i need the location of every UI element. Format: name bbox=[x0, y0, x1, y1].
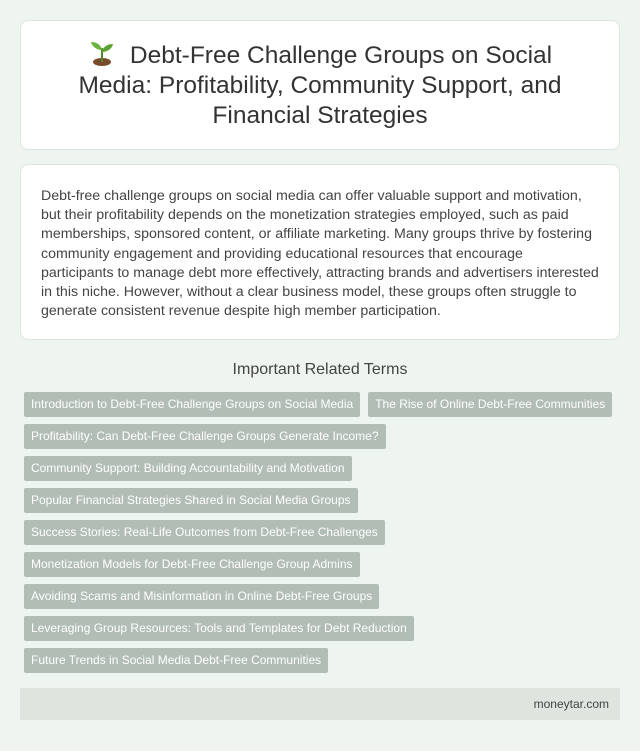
tag-row bbox=[24, 584, 624, 616]
related-term-tag[interactable]: Profitability: Can Debt-Free Challenge Groups Generate Income? bbox=[24, 424, 386, 449]
title-card bbox=[20, 20, 620, 150]
related-term-tag[interactable]: Success Stories: Real-Life Outcomes from Debt-Free Challenges bbox=[24, 520, 385, 545]
related-terms-heading: Important Related Terms bbox=[232, 361, 408, 378]
tag-row bbox=[24, 456, 624, 488]
summary-text: Debt-free challenge groups on social media can offer valuable support and motivation, but their profitability depends on the monetization strategies employed, such as paid memberships, sponsored content, or affiliate marketing. Many groups thrive by fostering community engagement and providing educational resources that encourage participants to manage debt more effectively, attracting brands and advertisers interested in this niche. However, without a clear business model, these groups often struggle to generate consistent revenue despite high member participation. bbox=[41, 188, 599, 320]
tag-row bbox=[24, 552, 624, 584]
tag-row bbox=[24, 488, 624, 520]
tag-row bbox=[24, 616, 624, 648]
sprout-icon bbox=[88, 40, 116, 66]
footer bbox=[20, 688, 620, 720]
related-terms-list bbox=[24, 392, 624, 680]
related-term-tag[interactable]: Monetization Models for Debt-Free Challenge Group Admins bbox=[24, 552, 360, 577]
tag-row bbox=[24, 424, 624, 456]
related-term-tag[interactable]: Leveraging Group Resources: Tools and Templates for Debt Reduction bbox=[24, 616, 414, 641]
related-term-tag[interactable]: Avoiding Scams and Misinformation in Online Debt-Free Groups bbox=[24, 584, 379, 609]
page-title bbox=[51, 40, 589, 131]
tag-row bbox=[24, 648, 624, 680]
related-term-tag[interactable]: Future Trends in Social Media Debt-Free Communities bbox=[24, 648, 328, 673]
footer-site-name[interactable]: moneytar.com bbox=[533, 697, 609, 711]
tag-row bbox=[24, 520, 624, 552]
summary-card bbox=[20, 164, 620, 340]
tag-row bbox=[24, 392, 624, 424]
title-text: Debt-Free Challenge Groups on Social Media: Profitability, Community Support, and Financial Strategies bbox=[78, 41, 562, 129]
related-term-tag[interactable]: The Rise of Online Debt-Free Communities bbox=[368, 392, 612, 417]
related-term-tag[interactable]: Popular Financial Strategies Shared in Social Media Groups bbox=[24, 488, 358, 513]
related-term-tag[interactable]: Introduction to Debt-Free Challenge Groups on Social Media bbox=[24, 392, 360, 417]
related-term-tag[interactable]: Community Support: Building Accountability and Motivation bbox=[24, 456, 352, 481]
